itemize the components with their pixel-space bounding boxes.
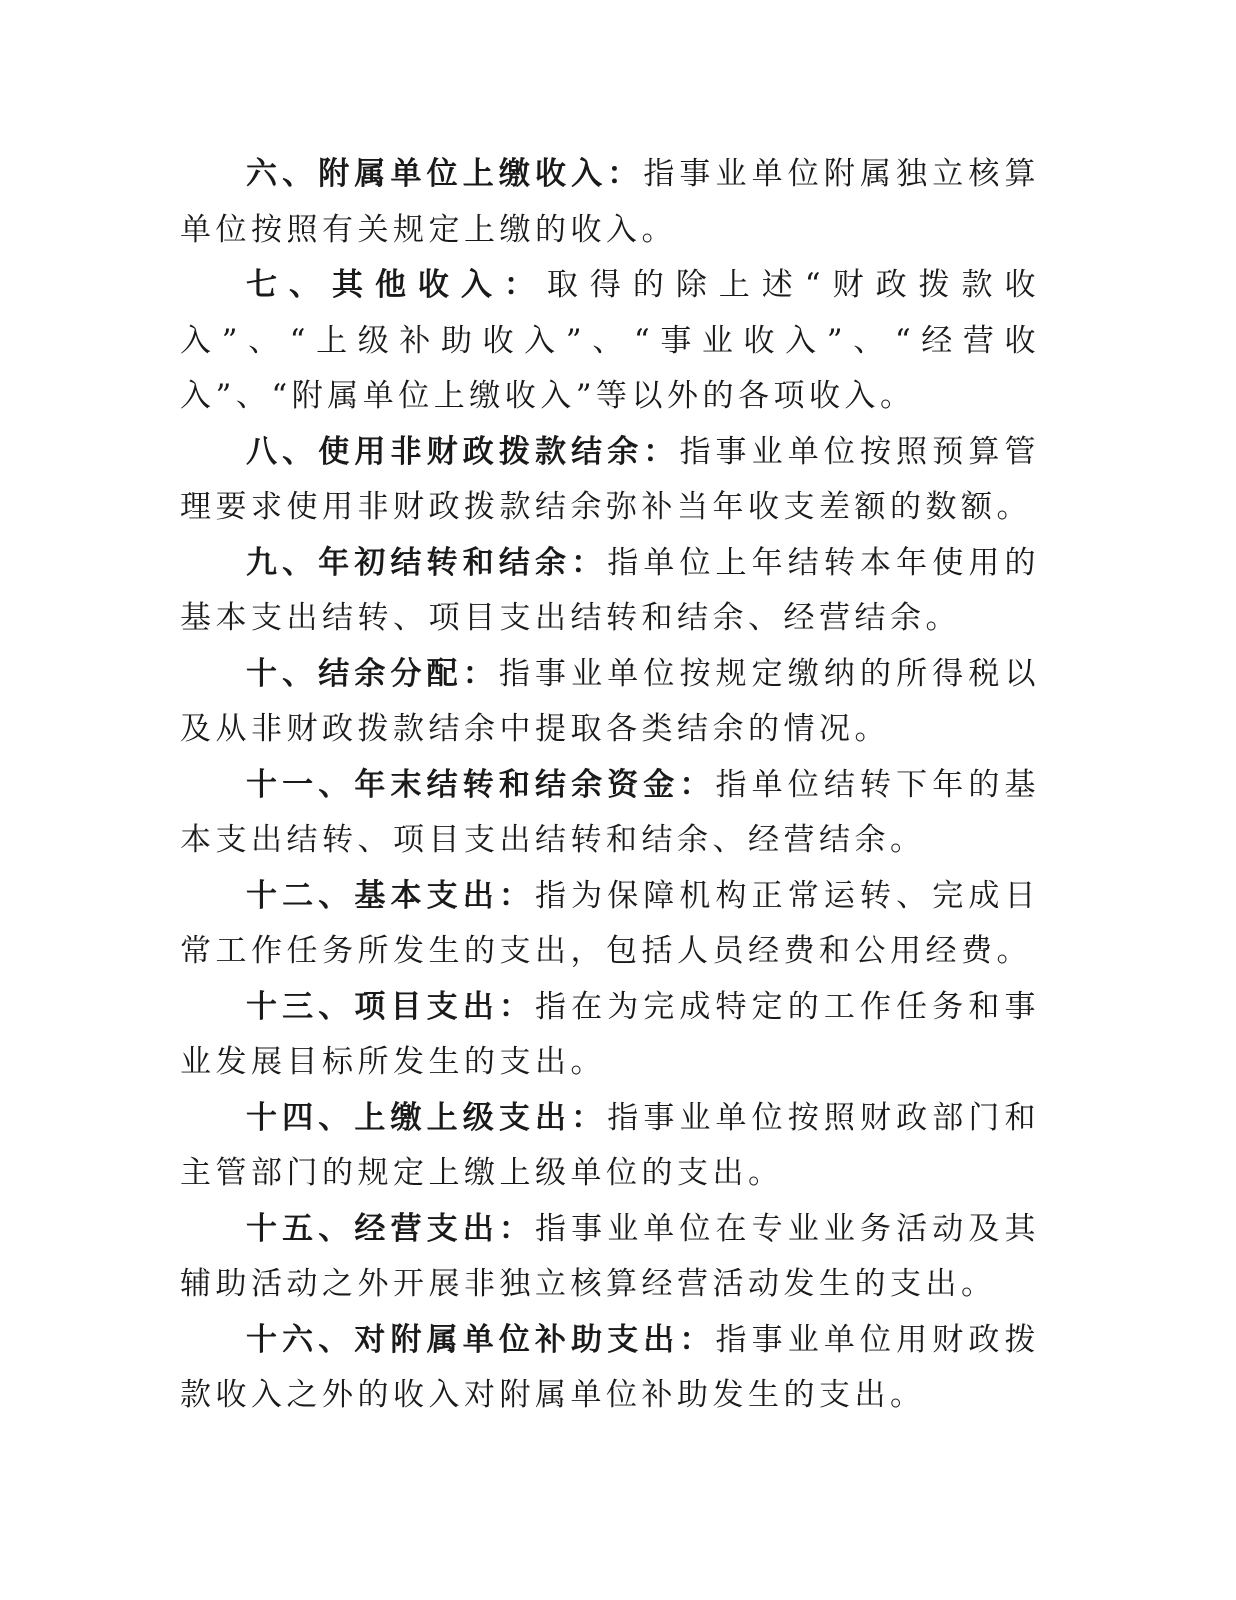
definition-text: 指事业单位按规定缴纳的所得税以及从非财政拨款结余中提取各类结余的情况。 bbox=[180, 655, 1041, 747]
definition-paragraph bbox=[180, 147, 1040, 258]
document-page bbox=[180, 147, 1040, 1424]
definition-text: 指事业单位在专业业务活动及其辅助活动之外开展非独立核算经营活动发生的支出。 bbox=[180, 1210, 1040, 1302]
definition-term: 十六、对附属单位补助支出： bbox=[246, 1321, 716, 1358]
definition-paragraph bbox=[180, 536, 1040, 647]
definition-term: 十一、年末结转和结余资金： bbox=[246, 766, 716, 803]
definition-paragraph bbox=[180, 1313, 1040, 1424]
definition-text: 指事业单位用财政拨款收入之外的收入对附属单位补助发生的支出。 bbox=[180, 1321, 1040, 1413]
definition-term: 七、其他收入： bbox=[246, 267, 547, 303]
definition-text: 指单位结转下年的基本支出结转、项目支出结转和结余、经营结余。 bbox=[180, 766, 1040, 858]
definition-paragraph bbox=[180, 869, 1040, 980]
definition-paragraph bbox=[180, 1202, 1040, 1313]
definition-term: 八、使用非财政拨款结余： bbox=[246, 433, 680, 470]
definition-text: 指事业单位按照财政部门和主管部门的规定上缴上级单位的支出。 bbox=[180, 1099, 1041, 1191]
definition-paragraph bbox=[180, 425, 1040, 536]
definition-text: 指在为完成特定的工作任务和事业发展目标所发生的支出。 bbox=[180, 988, 1040, 1080]
definition-text: 取得的除上述“财政拨款收入”、“上级补助收入”、“事业收入”、“经营收入”、“附属单位上缴收入”等以外的各项收入。 bbox=[180, 267, 1041, 414]
definition-text: 指事业单位附属独立核算单位按照有关规定上缴的收入。 bbox=[180, 156, 1041, 248]
definition-term: 十五、经营支出： bbox=[246, 1210, 535, 1247]
definition-term: 十四、上缴上级支出： bbox=[246, 1099, 608, 1136]
definition-term: 十、结余分配： bbox=[246, 655, 499, 692]
definition-text: 指为保障机构正常运转、完成日常工作任务所发生的支出，包括人员经费和公用经费。 bbox=[180, 877, 1040, 969]
definition-term: 九、年初结转和结余： bbox=[246, 544, 608, 581]
definition-paragraph bbox=[180, 1091, 1040, 1202]
definition-paragraph bbox=[180, 980, 1040, 1091]
definition-term: 十三、项目支出： bbox=[246, 988, 535, 1025]
definition-paragraph bbox=[180, 758, 1040, 869]
definition-term: 十二、基本支出： bbox=[246, 877, 535, 914]
definition-text: 指单位上年结转本年使用的基本支出结转、项目支出结转和结余、经营结余。 bbox=[180, 544, 1041, 636]
definition-paragraph bbox=[180, 258, 1040, 425]
definition-term: 六、附属单位上缴收入： bbox=[246, 156, 644, 192]
definition-paragraph bbox=[180, 647, 1040, 758]
definition-text: 指事业单位按照预算管理要求使用非财政拨款结余弥补当年收支差额的数额。 bbox=[180, 433, 1041, 525]
